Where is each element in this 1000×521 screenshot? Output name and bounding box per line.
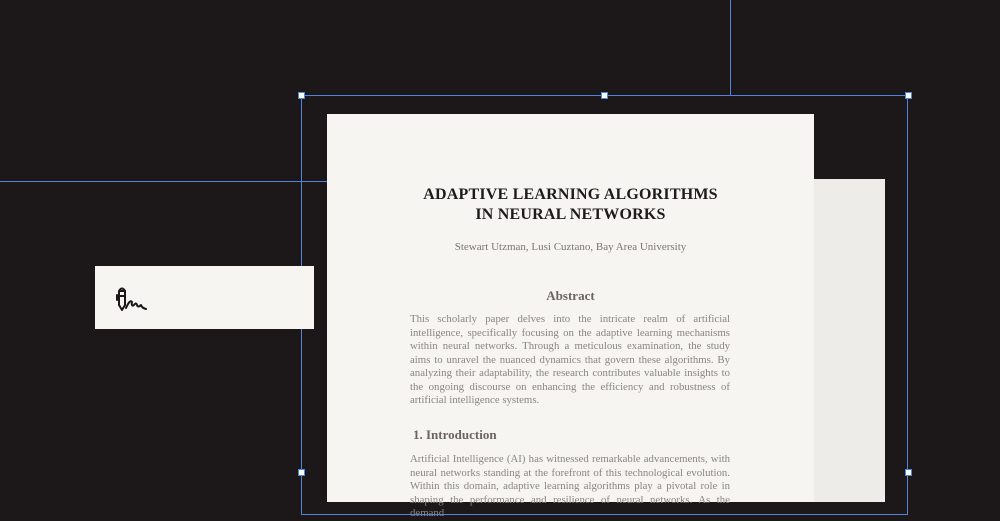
signature-pen-icon (114, 283, 148, 313)
resize-handle-top-right[interactable] (905, 92, 912, 99)
resize-handle-top-left[interactable] (298, 92, 305, 99)
introduction-heading: 1. Introduction (413, 427, 497, 442)
back-page (812, 179, 885, 502)
title-line-2: IN NEURAL NETWORKS (475, 206, 666, 223)
vertical-guide-line (730, 0, 731, 95)
abstract-text: This scholarly paper delves into the intricate realm of artificial intelligence, specifically focusing on the adaptive learning mechanisms within neural networks. Through a meticulous examination, the study aims to unravel the nuanced dynamics that govern these algorithms. By analyzing their adaptability, the research contributes valuable insights to the ongoing discourse on enhancing the efficiency and robustness of artificial intelligence systems. (410, 313, 730, 406)
resize-handle-top-middle[interactable] (601, 92, 608, 99)
resize-handle-middle-left[interactable] (298, 469, 305, 476)
horizontal-guide-line (0, 181, 328, 182)
abstract-heading: Abstract (546, 288, 595, 303)
document-page[interactable] (327, 114, 814, 519)
introduction-text: Artificial Intelligence (AI) has witnessed remarkable advancements, with neural networks standing at the forefront of this technological evolution. Within this domain, adaptive learning algorithms play a pivotal role in shaping the performance and resilience of neural networks. As the demand (410, 453, 730, 519)
authors-line: Stewart Utzman, Lusi Cuztano, Bay Area University (454, 241, 687, 253)
resize-handle-middle-right[interactable] (905, 469, 912, 476)
title-line-1: ADAPTIVE LEARNING ALGORITHMS (423, 186, 718, 203)
page-title (327, 185, 814, 225)
